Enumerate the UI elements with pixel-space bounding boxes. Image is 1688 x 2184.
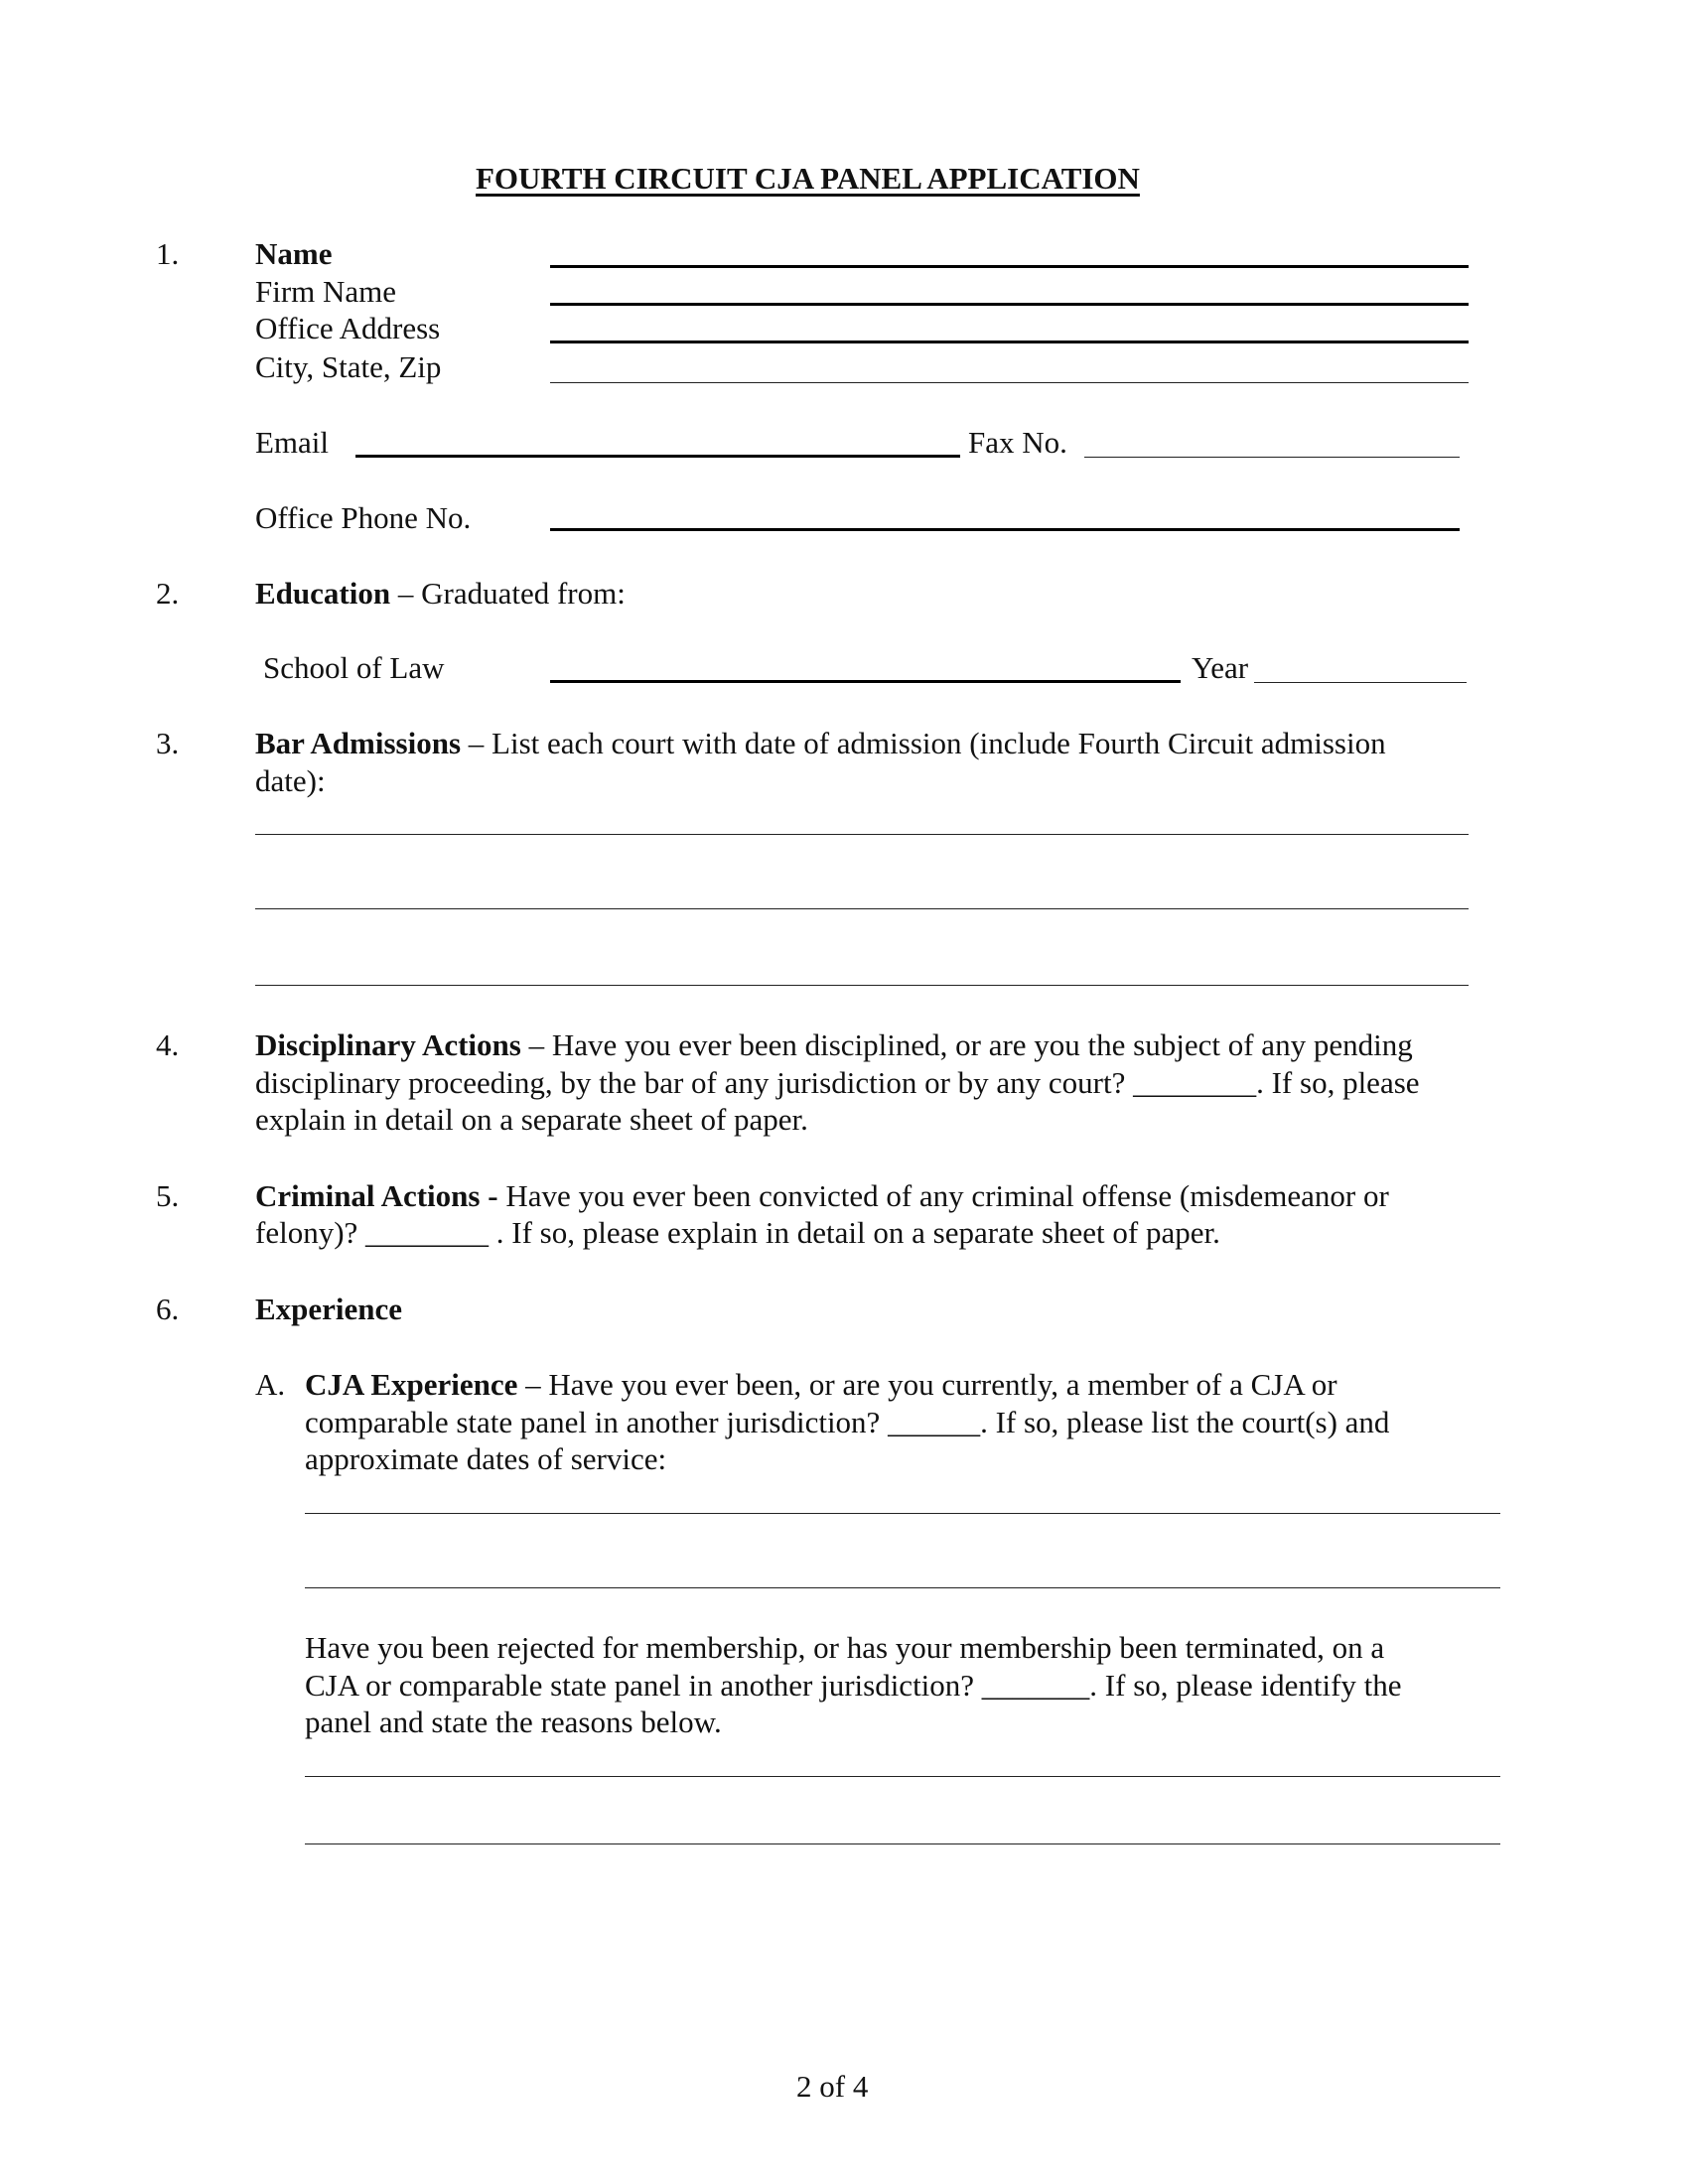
education-heading (255, 578, 626, 609)
cja-experience-line-2: comparable state panel in another jurisdiction? ______. If so, please list the court(s) and (305, 1405, 1390, 1439)
bar-admissions-field[interactable] (255, 834, 1469, 835)
education-title: Education (255, 576, 391, 611)
criminal-line-2: felony)? ________ . If so, please explain in detail on a separate sheet of paper. (255, 1215, 1220, 1250)
section-number: 4. (156, 1027, 180, 1062)
disciplinary-title: Disciplinary Actions (255, 1027, 521, 1062)
cja-experience-title: CJA Experience (305, 1367, 518, 1402)
bar-admissions-text (255, 728, 1386, 758)
disciplinary-text (255, 1029, 1413, 1060)
section-number: 2. (156, 576, 180, 611)
section-number: 3. (156, 726, 180, 760)
firm-name-field[interactable] (550, 303, 1469, 306)
cja-experience-line-3: approximate dates of service: (305, 1441, 667, 1476)
email-field[interactable] (355, 455, 960, 458)
experience-title: Experience (255, 1292, 403, 1326)
bar-admissions-title: Bar Admissions (255, 726, 462, 760)
year-label: Year (1192, 650, 1249, 685)
city-state-zip-field[interactable] (550, 382, 1469, 383)
page-number: 2 of 4 (796, 2069, 869, 2104)
bar-admissions-field[interactable] (255, 908, 1469, 909)
section-number: 5. (156, 1178, 180, 1213)
name-field[interactable] (550, 265, 1469, 268)
city-state-zip-label: City, State, Zip (255, 349, 442, 384)
office-address-field[interactable] (550, 341, 1469, 343)
year-field[interactable] (1254, 682, 1467, 683)
criminal-line: Have you ever been convicted of any criminal offense (misdemeanor or (497, 1178, 1389, 1213)
disciplinary-line: – Have you ever been disciplined, or are you the subject of any pending (520, 1027, 1413, 1062)
disciplinary-line-3: explain in detail on a separate sheet of paper. (255, 1102, 808, 1137)
section-number: 6. (156, 1292, 180, 1326)
rejection-field[interactable] (305, 1776, 1500, 1777)
office-phone-label: Office Phone No. (255, 500, 472, 535)
cja-experience-text (305, 1369, 1337, 1400)
page-title: FOURTH CIRCUIT CJA PANEL APPLICATION (476, 161, 1140, 196)
education-text: – Graduated from: (390, 576, 626, 611)
rejection-line-2: CJA or comparable state panel in another jurisdiction? _______. If so, please identify the (305, 1668, 1402, 1703)
subsection-label: A. (255, 1367, 286, 1402)
bar-admissions-line-2: date): (255, 763, 326, 798)
rejection-line-1: Have you been rejected for membership, or has your membership been terminated, on a (305, 1630, 1385, 1665)
office-address-label: Office Address (255, 311, 441, 345)
cja-experience-field[interactable] (305, 1587, 1500, 1588)
email-label: Email (255, 425, 330, 460)
school-of-law-field[interactable] (550, 680, 1181, 683)
fax-label: Fax No. (968, 425, 1067, 460)
section-number: 1. (156, 236, 180, 271)
disciplinary-line-2: disciplinary proceeding, by the bar of any jurisdiction or by any court? ________. If so, please (255, 1065, 1420, 1100)
criminal-text (255, 1180, 1389, 1211)
cja-experience-line: – Have you ever been, or are you currently, a member of a CJA or (517, 1367, 1337, 1402)
firm-name-label: Firm Name (255, 274, 397, 309)
criminal-title: Criminal Actions - (255, 1178, 498, 1213)
bar-admissions-field[interactable] (255, 985, 1469, 986)
fax-field[interactable] (1084, 457, 1460, 458)
cja-experience-field[interactable] (305, 1513, 1500, 1514)
name-label: Name (255, 236, 333, 271)
rejection-field[interactable] (305, 1843, 1500, 1844)
school-of-law-label: School of Law (263, 650, 445, 685)
rejection-line-3: panel and state the reasons below. (305, 1705, 722, 1739)
bar-admissions-line: – List each court with date of admission (include Fourth Circuit admission (461, 726, 1386, 760)
office-phone-field[interactable] (550, 528, 1460, 531)
